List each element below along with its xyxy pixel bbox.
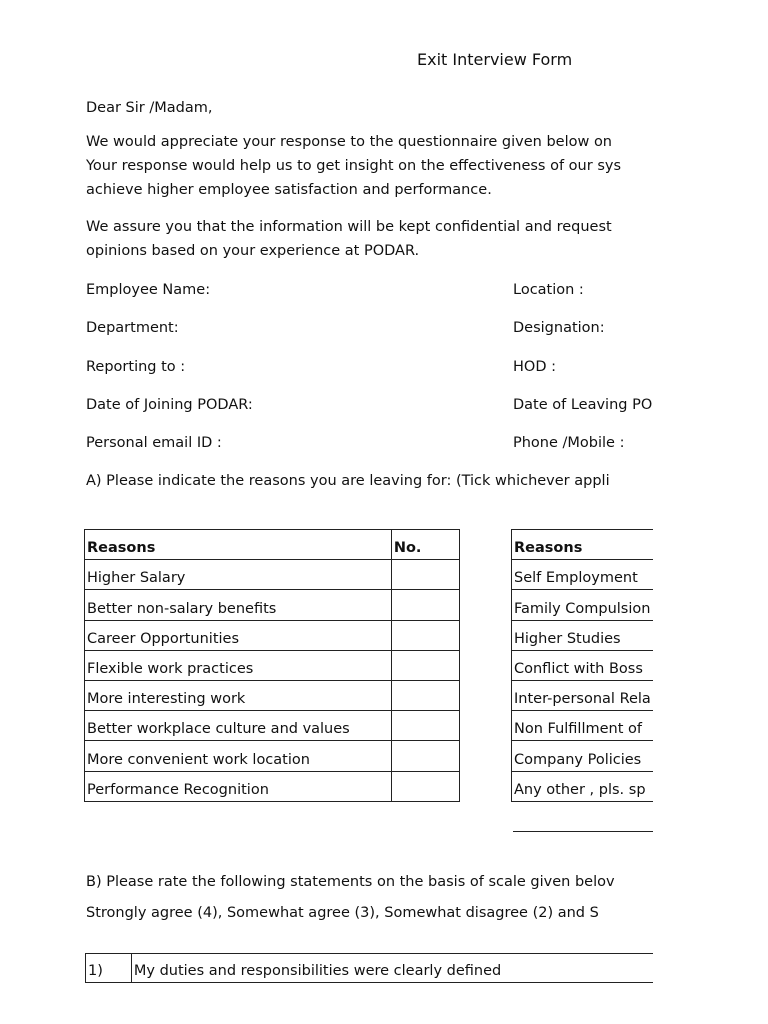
- table-row: [512, 741, 654, 771]
- tick-cell[interactable]: [391, 741, 459, 771]
- reason-cell: Any other , pls. sp: [512, 771, 654, 801]
- reason-cell: Family Compulsion: [512, 590, 654, 620]
- table-row: [85, 680, 460, 710]
- date-of-joining-label: Date of Joining PODAR:: [86, 397, 253, 413]
- reason-cell: More interesting work: [85, 680, 392, 710]
- table-row: [85, 590, 460, 620]
- table-row: [85, 650, 460, 680]
- other-reason-line[interactable]: [513, 831, 653, 832]
- tick-cell[interactable]: [391, 771, 459, 801]
- reason-cell: Career Opportunities: [85, 620, 392, 650]
- statement-number: 1): [86, 954, 132, 983]
- table-row: [512, 680, 654, 710]
- table-row: [85, 741, 460, 771]
- table-row: [85, 620, 460, 650]
- location-label: Location :: [513, 282, 584, 298]
- tick-cell[interactable]: [391, 590, 459, 620]
- reason-cell: Performance Recognition: [85, 771, 392, 801]
- reporting-to-label: Reporting to :: [86, 359, 186, 375]
- date-of-leaving-label: Date of Leaving PO: [513, 397, 653, 413]
- intro-line-2: Your response would help us to get insight on the effectiveness of our sys: [86, 158, 622, 174]
- tick-cell[interactable]: [391, 680, 459, 710]
- rating-table: [85, 953, 653, 983]
- reason-cell: Better non-salary benefits: [85, 590, 392, 620]
- tick-cell[interactable]: [391, 560, 459, 590]
- table-row: [512, 560, 654, 590]
- intro-line-1: We would appreciate your response to the questionnaire given below on: [86, 134, 613, 150]
- reasons-table-right: [511, 529, 653, 802]
- page-title: Exit Interview Form: [417, 50, 573, 69]
- section-a-prompt: A) Please indicate the reasons you are leaving for: (Tick whichever appli: [86, 473, 610, 489]
- table-row: [85, 711, 460, 741]
- reasons-header: Reasons: [85, 530, 392, 560]
- designation-label: Designation:: [513, 320, 605, 336]
- table-row: [512, 650, 654, 680]
- section-b-prompt: B) Please rate the following statements on the basis of scale given belov: [86, 874, 615, 890]
- assure-line-1: We assure you that the information will be kept confidential and request: [86, 219, 612, 235]
- reason-cell: Inter-personal Rela: [512, 680, 654, 710]
- reason-cell: Company Policies: [512, 741, 654, 771]
- rating-scale: Strongly agree (4), Somewhat agree (3), Somewhat disagree (2) and S: [86, 905, 599, 921]
- hod-label: HOD :: [513, 359, 556, 375]
- assure-line-2: opinions based on your experience at PODAR.: [86, 243, 420, 259]
- department-label: Department:: [86, 320, 179, 336]
- reason-cell: Self Employment: [512, 560, 654, 590]
- table-row: [512, 620, 654, 650]
- reasons-table-left: [84, 529, 460, 802]
- reason-cell: Better workplace culture and values: [85, 711, 392, 741]
- reason-cell: Conflict with Boss: [512, 650, 654, 680]
- reasons-header: Reasons: [512, 530, 654, 560]
- table-header-row: [512, 530, 654, 560]
- statement-text: My duties and responsibilities were clearly defined: [131, 954, 653, 983]
- table-row: [86, 954, 654, 983]
- personal-email-label: Personal email ID :: [86, 435, 222, 451]
- tick-cell[interactable]: [391, 711, 459, 741]
- table-row: [512, 771, 654, 801]
- salutation: Dear Sir /Madam,: [86, 100, 213, 116]
- reason-cell: Higher Studies: [512, 620, 654, 650]
- reason-cell: Flexible work practices: [85, 650, 392, 680]
- tick-cell[interactable]: [391, 650, 459, 680]
- table-row: [512, 711, 654, 741]
- table-row: [85, 771, 460, 801]
- table-row: [85, 560, 460, 590]
- intro-line-3: achieve higher employee satisfaction and performance.: [86, 182, 492, 198]
- table-header-row: [85, 530, 460, 560]
- tick-cell[interactable]: [391, 620, 459, 650]
- no-header: No.: [391, 530, 459, 560]
- reason-cell: Higher Salary: [85, 560, 392, 590]
- table-row: [512, 590, 654, 620]
- phone-mobile-label: Phone /Mobile :: [513, 435, 625, 451]
- reason-cell: More convenient work location: [85, 741, 392, 771]
- reason-cell: Non Fulfillment of: [512, 711, 654, 741]
- employee-name-label: Employee Name:: [86, 282, 211, 298]
